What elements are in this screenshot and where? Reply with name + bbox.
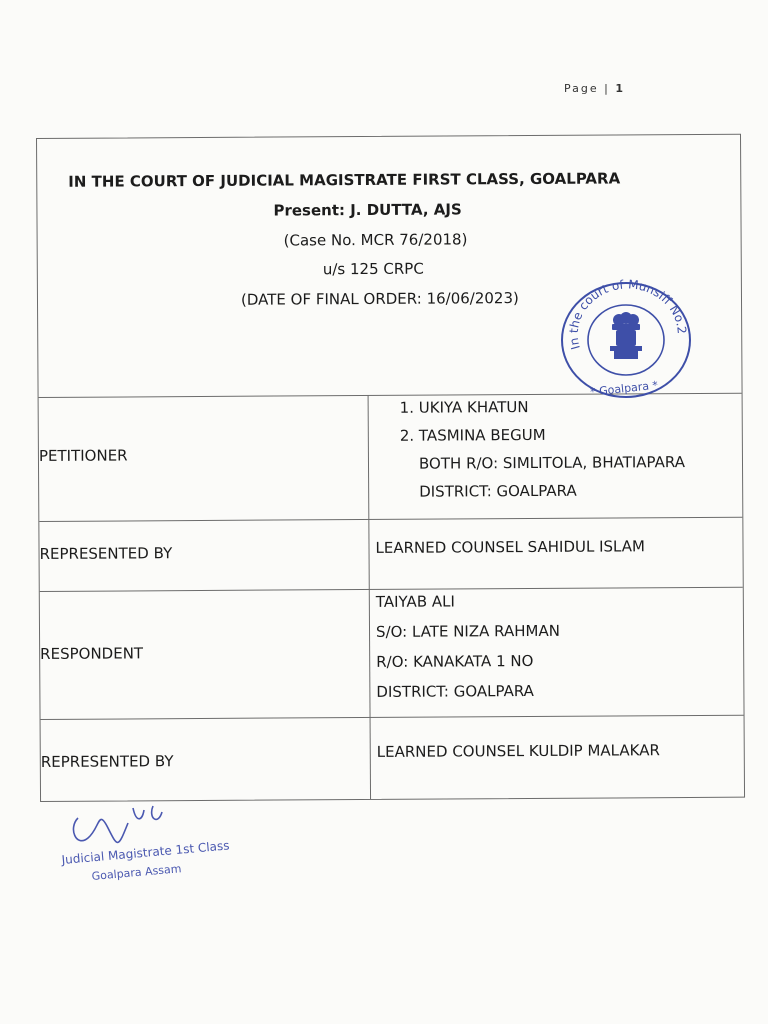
case-number: (Case No. MCR 76/2018): [283, 230, 468, 250]
final-order-date: (DATE OF FINAL ORDER: 16/06/2023): [240, 289, 519, 309]
section: u/s 125 CRPC: [322, 259, 424, 279]
respondent-counsel-row: [41, 715, 744, 801]
petitioner-line: DISTRICT: GOALPARA: [419, 481, 577, 501]
svg-text:* Goalpara *: * Goalpara *: [589, 378, 659, 399]
svg-text:In the court of Munsiff No.2: In the court of Munsiff No.2: [566, 278, 689, 352]
respondent-label: RESPONDENT: [40, 644, 144, 663]
petitioner-label: PETITIONER: [38, 446, 128, 465]
petitioner-row: [39, 393, 743, 522]
presiding-officer: Present: J. DUTTA, AJS: [273, 200, 462, 220]
respondent-counsel: LEARNED COUNSEL KULDIP MALAKAR: [376, 741, 660, 761]
magistrate-signature-stamp-icon: [58, 798, 238, 888]
respondent-counsel-label: REPRESENTED BY: [40, 752, 174, 771]
case-header-table: [36, 134, 745, 802]
respondent-row: [40, 587, 744, 720]
svg-text:Judicial Magistrate 1st Class: Judicial Magistrate 1st Class: [61, 838, 230, 867]
petitioner-counsel-row: [39, 517, 742, 592]
petitioner-line: BOTH R/O: SIMLITOLA, BHATIAPARA: [418, 453, 686, 473]
petitioner-counsel: LEARNED COUNSEL SAHIDUL ISLAM: [375, 537, 645, 557]
page-number: [564, 82, 623, 95]
respondent-line: DISTRICT: GOALPARA: [376, 681, 534, 701]
court-seal-stamp-icon: [556, 278, 696, 402]
respondent-line: S/O: LATE NIZA RAHMAN: [375, 621, 560, 641]
petitioner-line: 1. UKIYA KHATUN: [399, 397, 529, 417]
court-title: IN THE COURT OF JUDICIAL MAGISTRATE FIRST CLASS, GOALPARA: [68, 169, 621, 191]
page-number-value: 1: [615, 82, 623, 95]
petitioner-counsel-label: REPRESENTED BY: [39, 544, 173, 563]
svg-text:Goalpara Assam: Goalpara Assam: [91, 862, 182, 883]
respondent-line: TAIYAB ALI: [375, 592, 455, 611]
page-label: Page |: [564, 82, 610, 95]
respondent-line: R/O: KANAKATA 1 NO: [376, 651, 534, 671]
petitioner-line: 2. TASMINA BEGUM: [399, 425, 546, 445]
